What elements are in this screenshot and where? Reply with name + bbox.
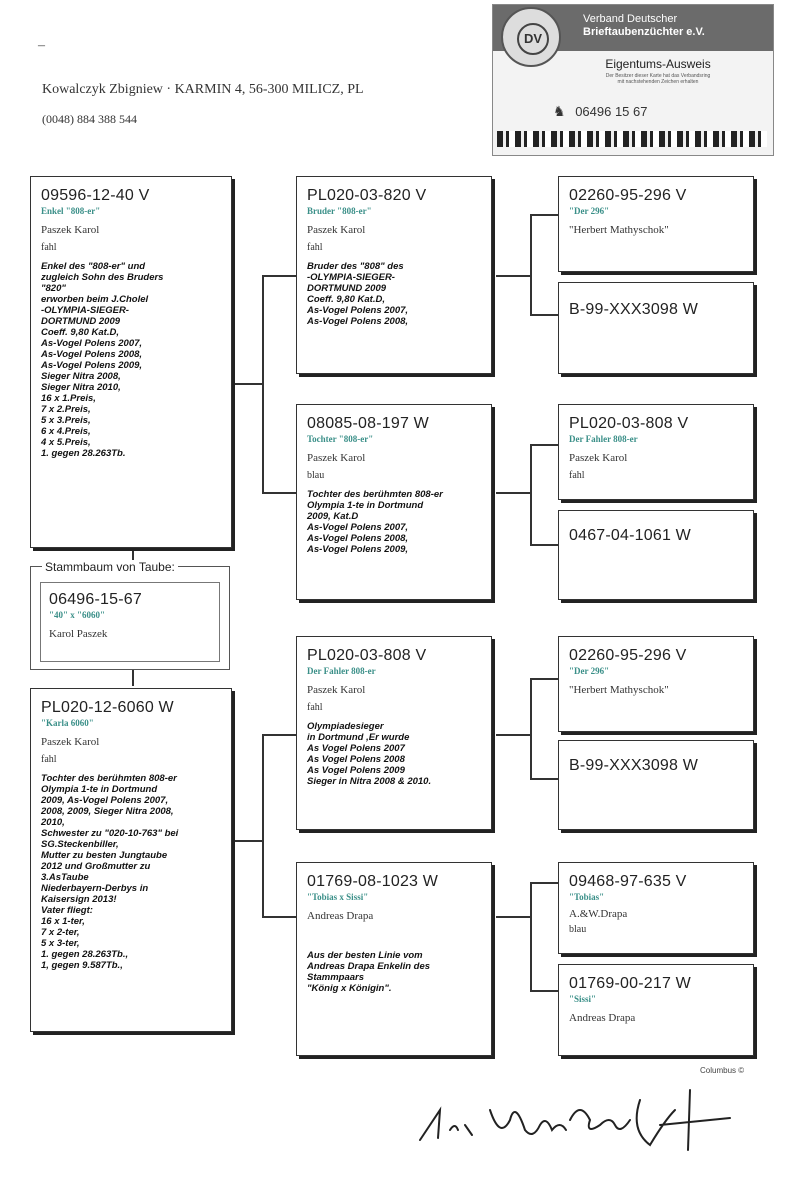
ring-number: B-99-XXX3098 W	[569, 301, 699, 318]
note-line: -OLYMPIA-SIEGER-	[41, 305, 129, 316]
note-line: zugleich Sohn des Bruders	[41, 272, 164, 283]
association-logo-icon	[501, 7, 561, 67]
performance-notes	[307, 261, 481, 327]
pigeon-name: "Tobias x Sissi"	[307, 892, 369, 902]
breeder: Paszek Karol	[569, 452, 628, 464]
badge-number-text: 06496 15 67	[575, 104, 648, 119]
note-line: Tochter des berühmten 808-er	[41, 773, 177, 784]
pigeon-name: Enkel "808-er"	[41, 206, 101, 216]
breeder: Paszek Karol	[307, 452, 366, 464]
connector-line	[530, 882, 558, 884]
connector-line	[530, 678, 532, 778]
feather-color: fahl	[307, 242, 323, 253]
note-line: 1, gegen 9.587Tb.,	[41, 960, 123, 971]
father-father-box	[296, 176, 492, 374]
connector-line	[530, 214, 558, 216]
note-line: Mutter zu besten Jungtaube	[41, 850, 168, 861]
connector-line	[530, 444, 532, 544]
header-dash: –	[38, 38, 45, 53]
breeder: Paszek Karol	[41, 736, 100, 748]
pigeon-name: Der Fahler 808-er	[569, 434, 638, 444]
connector-line	[262, 734, 296, 736]
note-line: 16 x 1.Preis,	[41, 393, 96, 404]
note-line: Vater fliegt:	[41, 905, 93, 916]
note-line: Sieger Nitra 2010,	[41, 382, 121, 393]
note-line: 5 x 3-ter,	[41, 938, 80, 949]
performance-notes	[307, 721, 481, 787]
fmf-box	[558, 404, 754, 500]
note-line: Coeff. 9,80 Kat.D,	[41, 327, 119, 338]
mfm-box	[558, 740, 754, 830]
note-line: Sieger Nitra 2008,	[41, 371, 121, 382]
note-line: 1. gegen 28.263Tb.,	[41, 949, 129, 960]
note-line: "König x Königin".	[307, 983, 392, 994]
note-line: 2010,	[41, 817, 65, 828]
badge-organization	[583, 13, 705, 39]
fmm-box	[558, 510, 754, 600]
connector-line	[132, 670, 134, 686]
performance-notes	[307, 950, 481, 994]
note-line: As-Vogel Polens 2007,	[307, 522, 409, 533]
breeder: "Herbert Mathyschok"	[569, 224, 669, 236]
note-line: "820"	[41, 283, 66, 294]
note-line: 16 x 1-ter,	[41, 916, 85, 927]
ring-number: 01769-00-217 W	[569, 975, 691, 992]
breeder: Andreas Drapa	[569, 1012, 636, 1024]
note-line: As-Vogel Polens 2008,	[307, 316, 409, 327]
note-line: erworben beim J.Cholel	[41, 294, 149, 305]
father-box	[30, 176, 232, 548]
feather-color: blau	[307, 470, 325, 481]
note-line: Tochter des berühmten 808-er	[307, 489, 443, 500]
pigeon-name: Bruder "808-er"	[307, 206, 372, 216]
connector-line	[496, 734, 532, 736]
ring-number: PL020-03-820 V	[307, 187, 427, 204]
ring-number: 08085-08-197 W	[307, 415, 429, 432]
note-line: As-Vogel Polens 2008,	[307, 533, 409, 544]
mmf-box	[558, 862, 754, 954]
connector-line	[230, 383, 264, 385]
note-line: Kaisersign 2013!	[41, 894, 117, 905]
breeder: Karol Paszek	[49, 628, 108, 640]
pigeon-name: "40" x "6060"	[49, 610, 105, 620]
note-line: 2008, 2009, Sieger Nitra 2008,	[41, 806, 174, 817]
fff-box	[558, 176, 754, 272]
note-line: DORTMUND 2009	[307, 283, 387, 294]
breeder: Paszek Karol	[41, 224, 100, 236]
badge-ring-number	[553, 103, 763, 120]
pigeon-name: Der Fahler 808-er	[307, 666, 376, 676]
breeder: Paszek Karol	[307, 224, 366, 236]
breeder: Andreas Drapa	[307, 910, 374, 922]
note-line: Olympia 1-te in Dortmund	[41, 784, 158, 795]
ring-number: 0467-04-1061 W	[569, 527, 691, 544]
connector-line	[496, 275, 532, 277]
note-line: 6 x 4.Preis,	[41, 426, 91, 437]
connector-line	[262, 492, 296, 494]
note-line: 2012 und Großmutter zu	[41, 861, 151, 872]
note-line: SG.Steckenbiller,	[41, 839, 119, 850]
connector-line	[530, 544, 558, 546]
ffm-box	[558, 282, 754, 374]
ring-number: 06496-15-67	[49, 591, 142, 608]
note-line: As Vogel Polens 2007	[307, 743, 405, 754]
note-line: Olympiadesieger	[307, 721, 384, 732]
ring-number: PL020-12-6060 W	[41, 699, 174, 716]
connector-line	[530, 314, 558, 316]
note-line: As-Vogel Polens 2009,	[41, 360, 143, 371]
badge-title: Eigentums-Ausweis	[605, 57, 711, 71]
performance-notes	[41, 773, 221, 971]
badge-sub-line1: Der Besitzer dieser Karte hat das Verbandsring	[605, 73, 711, 79]
connector-line	[262, 275, 296, 277]
note-line: 1. gegen 28.263Tb.	[41, 448, 126, 459]
note-line: DORTMUND 2009	[41, 316, 121, 327]
performance-notes	[41, 261, 221, 459]
pigeon-name: "Tobias"	[569, 892, 605, 902]
badge-org-line1: Verband Deutscher	[583, 13, 678, 25]
subject-pigeon	[40, 582, 220, 662]
note-line: 2009, Kat.D	[307, 511, 359, 522]
pigeon-name: "Karla 6060"	[41, 718, 94, 728]
note-line: Niederbayern-Derbys in	[41, 883, 149, 894]
note-line: 4 x 5.Preis,	[41, 437, 91, 448]
signature-icon	[410, 1080, 750, 1160]
pigeon-icon: ♞	[553, 103, 566, 119]
software-credit: Columbus ©	[700, 1066, 745, 1075]
badge-sub-line2: mit nachstehenden Zeichen erhalten	[617, 79, 699, 85]
father-mother-box	[296, 404, 492, 600]
feather-color: blau	[569, 924, 587, 935]
connector-line	[530, 444, 558, 446]
note-line: 3.AsTaube	[41, 872, 89, 883]
ring-number: 02260-95-296 V	[569, 647, 687, 664]
note-line: Enkel des "808-er" und	[41, 261, 146, 272]
note-line: As Vogel Polens 2008	[307, 754, 405, 765]
note-line: As Vogel Polens 2009	[307, 765, 405, 776]
feather-color: fahl	[569, 470, 585, 481]
logo-text: DV	[517, 23, 549, 55]
mother-mother-box	[296, 862, 492, 1056]
breeder: Paszek Karol	[307, 684, 366, 696]
ring-number: 09596-12-40 V	[41, 187, 150, 204]
note-line: Coeff. 9,80 Kat.D,	[307, 294, 385, 305]
ring-number: 01769-08-1023 W	[307, 873, 439, 890]
pigeon-name: Tochter "808-er"	[307, 434, 374, 444]
pigeon-name: "Der 296"	[569, 206, 610, 216]
note-line: -OLYMPIA-SIEGER-	[307, 272, 395, 283]
stammbaum-label: Stammbaum von Taube:	[42, 560, 178, 574]
ring-number: 02260-95-296 V	[569, 187, 687, 204]
note-line: in Dortmund ,Er wurde	[307, 732, 410, 743]
connector-line	[530, 678, 558, 680]
owner-phone: (0048) 884 388 544	[42, 112, 137, 126]
ring-number: PL020-03-808 V	[569, 415, 689, 432]
connector-line	[496, 492, 532, 494]
owner-address: Kowalczyk Zbigniew · KARMIN 4, 56-300 MILICZ, PL	[42, 82, 364, 97]
feather-color: fahl	[41, 754, 57, 765]
note-line: 7 x 2.Preis,	[41, 404, 91, 415]
ring-number: 09468-97-635 V	[569, 873, 687, 890]
note-line: Sieger in Nitra 2008 & 2010.	[307, 776, 432, 787]
note-line: Bruder des "808" des	[307, 261, 404, 272]
breeder: "Herbert Mathyschok"	[569, 684, 669, 696]
note-line: 2009, As-Vogel Polens 2007,	[41, 795, 169, 806]
connector-line	[230, 840, 264, 842]
connector-line	[530, 882, 532, 990]
connector-line	[262, 734, 264, 916]
connector-line	[262, 916, 296, 918]
pigeon-name: "Sissi"	[569, 994, 597, 1004]
note-line: 7 x 2-ter,	[41, 927, 80, 938]
badge-subtitle	[553, 73, 763, 85]
feather-color: fahl	[41, 242, 57, 253]
note-line: As-Vogel Polens 2009,	[307, 544, 409, 555]
note-line: As-Vogel Polens 2007,	[307, 305, 409, 316]
mother-father-box	[296, 636, 492, 830]
pigeon-name: "Der 296"	[569, 666, 610, 676]
ownership-badge	[492, 4, 774, 156]
feather-color: fahl	[307, 702, 323, 713]
note-line: Stammpaars	[307, 972, 365, 983]
ring-number: PL020-03-808 V	[307, 647, 427, 664]
connector-line	[530, 778, 558, 780]
note-line: Aus der besten Linie vom	[307, 950, 423, 961]
note-line: Andreas Drapa Enkelin des	[307, 961, 431, 972]
note-line: As-Vogel Polens 2008,	[41, 349, 143, 360]
badge-pattern-strip	[497, 131, 767, 147]
note-line: Schwester zu "020-10-763" bei	[41, 828, 179, 839]
connector-line	[496, 916, 532, 918]
note-line: 5 x 3.Preis,	[41, 415, 91, 426]
note-line: Olympia 1-te in Dortmund	[307, 500, 424, 511]
mff-box	[558, 636, 754, 732]
note-line: As-Vogel Polens 2007,	[41, 338, 143, 349]
mmm-box	[558, 964, 754, 1056]
ring-number: B-99-XXX3098 W	[569, 757, 699, 774]
badge-org-line2: Brieftaubenzüchter e.V.	[583, 26, 705, 38]
breeder: A.&W.Drapa	[569, 908, 628, 920]
connector-line	[530, 990, 558, 992]
mother-box	[30, 688, 232, 1032]
connector-line	[530, 214, 532, 314]
performance-notes	[307, 489, 481, 555]
